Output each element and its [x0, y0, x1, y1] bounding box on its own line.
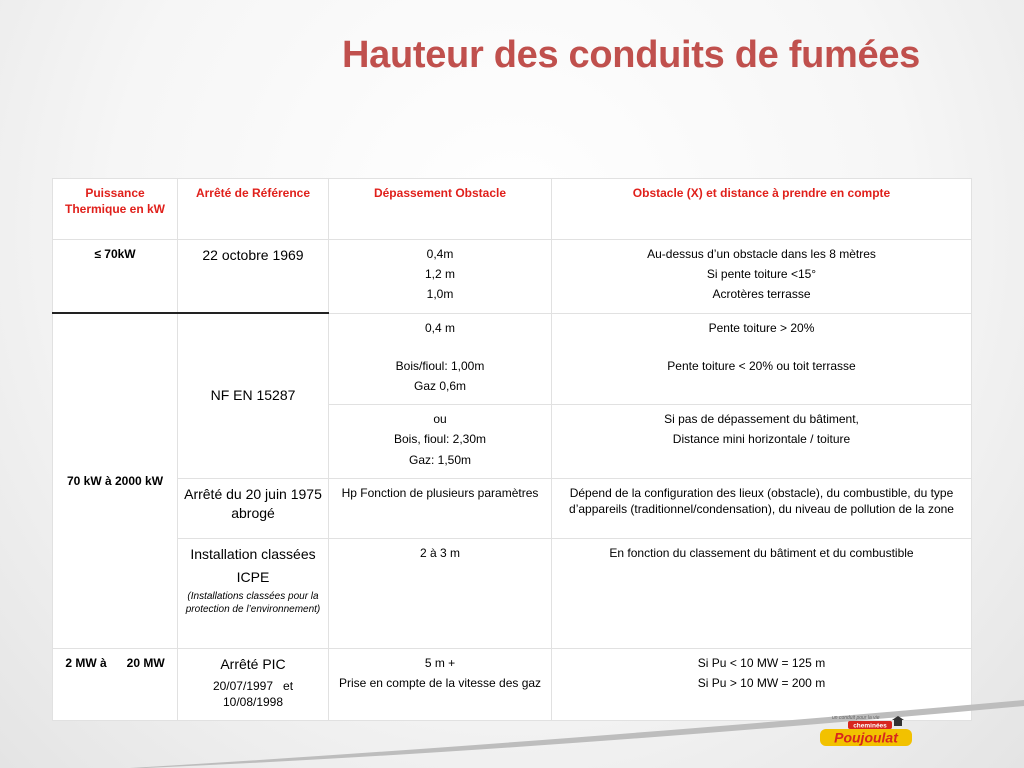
value-line: Si pente toiture <15°: [706, 267, 817, 282]
value-line: 1,0m: [426, 287, 454, 302]
obstacle-cell: En fonction du classement du bâtiment et du combustible: [552, 538, 972, 648]
reference-note: (Installations classées pour la protection de l’environnement): [185, 591, 321, 616]
value-line: Prise en compte de la vitesse des gaz: [338, 675, 542, 690]
value-line: Distance mini horizontale / toiture: [672, 432, 851, 447]
obstacle-cell: Dépend de la configuration des lieux (obstacle), du combustible, du type d’appareils (traditionnel/condensation), du niveau de pollution de la zone: [552, 478, 972, 538]
value-line: Installation classées: [190, 545, 316, 562]
value-line: 0,4m: [426, 247, 454, 261]
value-line: Bois/fioul: 1,00m: [395, 358, 485, 373]
value-line: 5 m +: [424, 655, 456, 670]
value-line: Gaz: 1,50m: [408, 452, 472, 467]
value-line: Acrotères terrasse: [712, 287, 811, 302]
header-overshoot: Dépassement Obstacle: [329, 179, 552, 240]
value-line: Pente toiture > 20%: [708, 320, 815, 335]
poujoulat-logo: [818, 712, 916, 750]
reference-cell: NF EN 15287: [178, 313, 329, 478]
value-line: Gaz 0,6m: [413, 378, 467, 393]
value-line: 1,2 m: [424, 267, 455, 282]
logo-brand-top: cheminées: [853, 722, 887, 730]
reference-cell: 22 octobre 1969: [178, 240, 329, 314]
logo-tagline: un conduit pour la vie: [832, 715, 880, 721]
value-line: ICPE: [236, 568, 270, 585]
value-line: 0,4 m: [424, 320, 455, 335]
header-obstacle: Obstacle (X) et distance à prendre en compte: [552, 179, 972, 240]
header-reference: Arrêté de Référence: [178, 179, 329, 240]
page-title: Hauteur des conduits de fumées: [341, 34, 920, 76]
value-line: Si Pu > 10 MW = 200 m: [697, 675, 826, 690]
value-line: Bois, fioul: 2,30m: [393, 432, 487, 447]
overshoot-cell: Hp Fonction de plusieurs paramètres: [329, 478, 552, 538]
logo-brand: Poujoulat: [834, 729, 898, 746]
value-line: ou: [433, 412, 447, 427]
value-line: Si pas de dépassement du bâtiment,: [664, 412, 859, 427]
value-line: Arrêté PIC: [220, 655, 286, 672]
logo-graphic: [818, 712, 916, 750]
value-line: Pente toiture < 20% ou toit terrasse: [667, 358, 856, 373]
overshoot-cell: 2 à 3 m: [329, 538, 552, 648]
power-cell: 2 MW à 20 MW: [53, 648, 178, 720]
value-line: Au-dessus d’un obstacle dans les 8 mètres: [647, 247, 876, 261]
reference-cell: Arrêté du 20 juin 1975 abrogé: [178, 478, 329, 538]
power-cell: 70 kW à 2000 kW: [53, 313, 178, 648]
power-cell: ≤ 70kW: [53, 240, 178, 314]
header-power: Puissance Thermique en kW: [53, 179, 178, 240]
house-icon: [892, 716, 904, 726]
value-line: Si Pu < 10 MW = 125 m: [697, 655, 826, 670]
reference-dates: 20/07/1997 et 10/08/1998: [212, 678, 297, 709]
